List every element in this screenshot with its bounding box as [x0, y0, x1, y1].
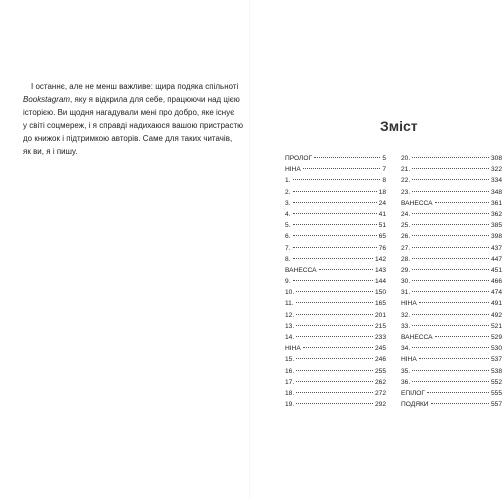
toc-entry-title: 9. — [285, 278, 291, 286]
toc-entry-title: 13. — [285, 322, 295, 330]
toc-entry-page: 142 — [374, 255, 386, 263]
toc-entry — [285, 175, 386, 186]
toc-dot-leader — [419, 302, 489, 303]
toc-entry-title: 6. — [285, 233, 291, 241]
toc-entry-title: 28. — [401, 255, 411, 263]
toc-entry-page: 215 — [374, 322, 386, 330]
toc-dot-leader — [296, 403, 373, 404]
toc-entry — [285, 164, 386, 175]
toc-entry-page: 538 — [490, 367, 502, 375]
ack-line: І останнє, але не менш важливе: щира подяка спільноті — [31, 82, 239, 91]
toc-entry-title: 25. — [401, 222, 411, 230]
toc-entry-page: 201 — [374, 311, 386, 319]
toc-entry — [401, 231, 502, 242]
toc-entry — [285, 332, 386, 343]
toc-dot-leader — [296, 358, 373, 359]
toc-entry-page: 8 — [382, 177, 386, 185]
toc-entry — [285, 198, 386, 209]
toc-entry-title: НІНА — [285, 166, 301, 174]
toc-entry-title: НІНА — [401, 356, 417, 364]
toc-dot-leader — [419, 358, 489, 359]
toc-entry-page: 491 — [490, 300, 502, 308]
toc-entry-page: 362 — [490, 210, 502, 218]
toc-dot-leader — [293, 224, 377, 225]
ack-italic-word: Bookstagram — [23, 95, 71, 104]
toc-entry-page: 334 — [490, 177, 502, 185]
toc-dot-leader — [293, 179, 381, 180]
toc-entry — [401, 265, 502, 276]
toc-dot-leader — [293, 280, 373, 281]
toc-entry-title: 21. — [401, 166, 411, 174]
toc-entry-title: 29. — [401, 266, 411, 274]
toc-entry — [401, 220, 502, 231]
toc-entry-page: 165 — [374, 300, 386, 308]
acknowledgement-paragraph — [23, 80, 246, 158]
toc-entry-page: 492 — [490, 311, 502, 319]
toc-entry-title: ВАНЕССА — [401, 199, 433, 207]
toc-entry-page: 451 — [490, 266, 502, 274]
toc-entry-title: 7. — [285, 244, 291, 252]
toc-entry — [401, 388, 502, 399]
toc-entry-title: ВАНЕССА — [401, 334, 433, 341]
toc-entry-page: 557 — [490, 401, 502, 409]
toc-entry-page: 51 — [378, 222, 386, 230]
ack-line: як ви, я і пишу. — [23, 147, 78, 156]
toc-dot-leader — [412, 347, 489, 348]
toc-dot-leader — [412, 258, 489, 259]
right-page — [250, 0, 500, 500]
toc-entry-page: 233 — [374, 334, 386, 341]
toc-entry-title: 2. — [285, 188, 291, 196]
toc-dot-leader — [314, 157, 380, 158]
toc-entry-page: 255 — [374, 367, 386, 375]
toc-dot-leader — [412, 325, 489, 326]
toc-column-left — [285, 153, 386, 410]
toc-entry — [285, 287, 386, 298]
toc-dot-leader — [412, 224, 489, 225]
toc-entry-title: 16. — [285, 367, 295, 375]
toc-entry-page: 555 — [490, 389, 502, 397]
toc-entry — [401, 187, 502, 198]
toc-entry-title: 32. — [401, 311, 411, 319]
toc-entry-page: 308 — [490, 155, 502, 162]
toc-dot-leader — [412, 291, 489, 292]
toc-dot-leader — [412, 235, 489, 236]
toc-entry-title: ВАНЕССА — [285, 266, 317, 274]
ack-line: у світі соцмереж, і я справді надихаюся вашою пристрастю — [23, 121, 244, 130]
toc-entry-title: 22. — [401, 177, 411, 185]
toc-entry-title: 30. — [401, 278, 411, 286]
toc-entry — [401, 332, 502, 343]
toc-entry — [285, 377, 386, 388]
toc-entry — [285, 187, 386, 198]
toc-entry — [285, 276, 386, 287]
toc-entry — [285, 243, 386, 254]
toc-entry — [285, 265, 386, 276]
toc-entry-page: 150 — [374, 289, 386, 297]
toc-dot-leader — [412, 213, 489, 214]
toc-entry — [285, 153, 386, 164]
toc-entry-title: 3. — [285, 199, 291, 207]
toc-entry-page: 262 — [374, 378, 386, 386]
toc-entry-title: НІНА — [401, 300, 417, 308]
toc-dot-leader — [412, 191, 489, 192]
toc-dot-leader — [293, 202, 377, 203]
toc-entry-page: 474 — [490, 289, 502, 297]
toc-entry-page: 144 — [374, 278, 386, 286]
toc-entry-page: 437 — [490, 244, 502, 252]
toc-entry — [401, 399, 502, 410]
toc-entry-title: 14. — [285, 334, 295, 341]
toc-entry — [401, 164, 502, 175]
toc-entry-title: 11. — [285, 300, 294, 308]
toc-entry — [401, 209, 502, 220]
toc-title: Зміст — [380, 118, 418, 134]
toc-dot-leader — [303, 347, 373, 348]
toc-entry — [401, 287, 502, 298]
toc-dot-leader — [296, 314, 373, 315]
toc-entry-title: 20. — [401, 155, 411, 162]
toc-dot-leader — [412, 269, 489, 270]
toc-entry-title: 31. — [401, 289, 411, 297]
toc-entry — [401, 310, 502, 321]
toc-entry — [285, 298, 386, 309]
toc-dot-leader — [431, 403, 489, 404]
ack-line — [23, 93, 246, 106]
toc-entry-title: 18. — [285, 389, 295, 397]
toc-entry — [401, 175, 502, 186]
toc-entry-page: 361 — [490, 199, 502, 207]
toc-dot-leader — [296, 392, 373, 393]
toc-entry-title: 26. — [401, 233, 411, 241]
toc-dot-leader — [296, 325, 373, 326]
toc-entry — [285, 321, 386, 332]
toc-entry-page: 537 — [490, 356, 502, 364]
toc-entry — [401, 321, 502, 332]
toc-entry-page: 246 — [374, 356, 386, 364]
toc-dot-leader — [293, 235, 377, 236]
toc-dot-leader — [296, 291, 373, 292]
toc-entry — [285, 310, 386, 321]
left-page — [0, 0, 250, 500]
toc-entry-title: 4. — [285, 210, 291, 218]
toc-entry-page: 41 — [378, 210, 386, 218]
toc-entry-title: 10. — [285, 289, 295, 297]
toc-entry-title: 24. — [401, 210, 411, 218]
toc-entry-title: 36. — [401, 378, 411, 386]
toc-dot-leader — [412, 247, 489, 248]
toc-entry — [285, 399, 386, 410]
toc-entry — [285, 209, 386, 220]
toc-entry-page: 65 — [378, 233, 386, 241]
toc-entry-page: 447 — [490, 255, 502, 263]
toc-entry-page: 5 — [382, 155, 386, 162]
toc-entry-page: 530 — [490, 345, 502, 353]
toc-dot-leader — [293, 191, 377, 192]
toc-entry-title: 12. — [285, 311, 295, 319]
toc-entry-title: 27. — [401, 244, 411, 252]
toc-entry-page: 7 — [382, 166, 386, 174]
toc-entry — [401, 354, 502, 365]
toc-entry-title: 23. — [401, 188, 411, 196]
ack-line: історією. Ви щодня нагадували мені про добро, яке існує — [23, 108, 235, 117]
toc-entry-title: НІНА — [285, 345, 301, 353]
toc-entry — [285, 254, 386, 265]
toc-dot-leader — [296, 336, 373, 337]
toc-dot-leader — [296, 302, 373, 303]
toc-entry-page: 143 — [374, 266, 386, 274]
toc-entry-title: 5. — [285, 222, 291, 230]
toc-entry-page: 245 — [374, 345, 386, 353]
toc-dot-leader — [412, 179, 489, 180]
toc-entry — [401, 298, 502, 309]
toc-entry-title: ПРОЛОГ — [285, 155, 313, 162]
toc-entry — [401, 153, 502, 164]
toc-entry — [401, 198, 502, 209]
toc-entry — [401, 377, 502, 388]
toc-entry-page: 466 — [490, 278, 502, 286]
toc-entry-page: 272 — [374, 389, 386, 397]
toc-entry-title: 33. — [401, 322, 411, 330]
toc-dot-leader — [412, 168, 489, 169]
toc-entry-page: 398 — [490, 233, 502, 241]
toc-entry-title: 34. — [401, 345, 411, 353]
toc-entry-page: 76 — [378, 244, 386, 252]
toc-entry-title: 1. — [285, 177, 291, 185]
toc-dot-leader — [303, 168, 381, 169]
toc-dot-leader — [412, 370, 489, 371]
toc-entry — [401, 243, 502, 254]
toc-dot-leader — [296, 370, 373, 371]
toc-entry — [285, 366, 386, 377]
toc-column-right — [401, 153, 502, 410]
toc-dot-leader — [293, 247, 377, 248]
toc-entry — [401, 343, 502, 354]
toc-entry — [285, 388, 386, 399]
toc-entry-page: 348 — [490, 188, 502, 196]
toc-entry-page: 292 — [374, 401, 386, 409]
toc-entry — [285, 343, 386, 354]
ack-line-rest: , яку я відкрила для себе, працюючи над цією — [70, 95, 240, 104]
toc-dot-leader — [435, 202, 489, 203]
toc-entry-title: 35. — [401, 367, 411, 375]
toc-entry-title: ПОДЯКИ — [401, 401, 429, 409]
toc-entry-title: 17. — [285, 378, 295, 386]
toc-entry-title: 15. — [285, 356, 295, 364]
toc-dot-leader — [319, 269, 373, 270]
toc-entry-title: ЕПІЛОГ — [401, 389, 425, 397]
toc-dot-leader — [427, 392, 489, 393]
toc-entry — [285, 354, 386, 365]
toc-entry-page: 521 — [490, 322, 502, 330]
toc-entry-title: 19. — [285, 401, 295, 409]
toc-entry — [285, 231, 386, 242]
toc-entry-title: 8. — [285, 255, 291, 263]
toc-entry — [401, 254, 502, 265]
toc-dot-leader — [412, 280, 489, 281]
toc-entry — [285, 220, 386, 231]
toc-dot-leader — [435, 336, 489, 337]
toc-dot-leader — [412, 157, 489, 158]
toc-entry-page: 24 — [378, 199, 386, 207]
toc-entry-page: 529 — [490, 334, 502, 341]
toc-dot-leader — [296, 381, 373, 382]
toc-entry-page: 18 — [378, 188, 386, 196]
toc-dot-leader — [412, 314, 489, 315]
toc-entry — [401, 366, 502, 377]
toc-dot-leader — [293, 213, 377, 214]
toc-dot-leader — [412, 381, 489, 382]
toc-entry-page: 385 — [490, 222, 502, 230]
toc-dot-leader — [293, 258, 373, 259]
toc-entry-page: 322 — [490, 166, 502, 174]
ack-line: до книжок і підтримкою авторів. Саме для таких читачів, — [23, 134, 233, 143]
toc-entry-page: 552 — [490, 378, 502, 386]
toc-entry — [401, 276, 502, 287]
